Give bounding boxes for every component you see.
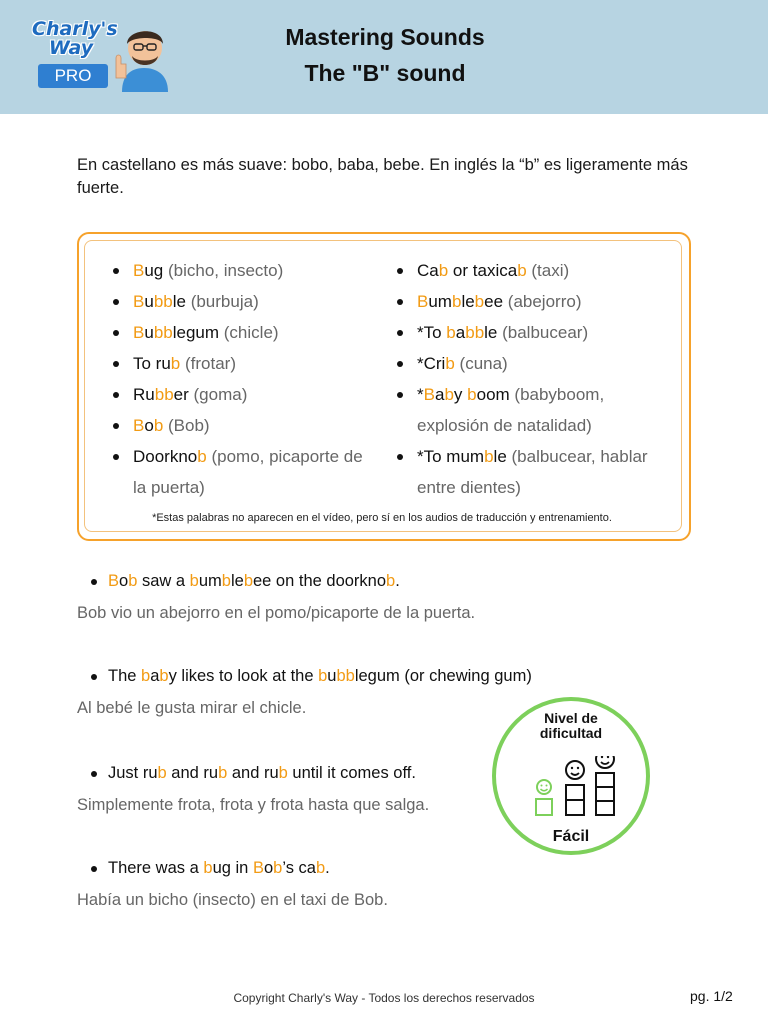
highlighted-letter: b [484, 447, 494, 466]
highlighted-letter: bb [465, 323, 485, 342]
vocabulary-list-left [110, 255, 380, 503]
word-text: um [198, 572, 222, 590]
difficulty-badge [492, 697, 650, 855]
vocabulary-item [394, 379, 654, 441]
highlighted-letter: B [423, 385, 435, 404]
highlighted-letter: b [218, 764, 228, 782]
word-text: ee on the doorkno [253, 572, 387, 590]
highlighted-letter: b [141, 667, 151, 685]
highlighted-letter: b [318, 667, 328, 685]
highlighted-letter: b [445, 354, 455, 373]
example-spanish-translation: Al bebé le gusta mirar el chicle. [77, 699, 307, 717]
vocabulary-translation: (babyboom, explosión de natalidad) [417, 385, 605, 435]
vocabulary-translation: (goma) [188, 385, 248, 404]
highlighted-letter: b [189, 572, 199, 590]
vocabulary-item [110, 410, 380, 441]
vocabulary-list-right [394, 255, 654, 503]
highlighted-letter: b [474, 292, 485, 311]
highlighted-letter: b [438, 261, 449, 280]
page-title-line2: The "B" sound [304, 60, 466, 86]
word-text: a [150, 667, 160, 685]
difficulty-level-3-icon [596, 756, 614, 815]
word-text: o [119, 572, 129, 590]
highlighted-letter: b [159, 667, 169, 685]
word-text: le [484, 323, 498, 342]
word-text: le [493, 447, 507, 466]
word-text: *To mum [417, 447, 485, 466]
difficulty-level-label: Fácil [552, 828, 590, 845]
vocabulary-translation: (balbucear) [497, 323, 589, 342]
example-sentence [77, 857, 717, 911]
word-text: o [144, 416, 154, 435]
example-sentence [77, 570, 717, 624]
vocabulary-translation: (abejorro) [503, 292, 582, 311]
word-text: or taxica [448, 261, 518, 280]
highlighted-letter: b [446, 323, 456, 342]
vocabulary-item [394, 441, 654, 503]
header-banner [0, 0, 768, 114]
vocabulary-translation: (chicle) [219, 323, 279, 342]
vocabulary-footnote: *Estas palabras no aparecen en el vídeo, pero sí en los audios de traducción y entrenamiento. [152, 512, 612, 524]
example-english [77, 665, 717, 687]
word-text: le [172, 292, 186, 311]
highlighted-letter: b [221, 572, 231, 590]
highlighted-letter: b [203, 859, 213, 877]
word-text: *To [417, 323, 447, 342]
word-text: a [434, 385, 445, 404]
word-text: There was a [108, 859, 204, 877]
word-text: . [395, 572, 400, 590]
difficulty-level-1-icon [536, 780, 552, 815]
word-text: *Cri [417, 354, 446, 373]
highlighted-letter: b [243, 572, 253, 590]
highlighted-letter: b [128, 572, 138, 590]
word-text: Just ru [108, 764, 158, 782]
page-title-line1: Mastering Sounds [285, 24, 485, 50]
vocabulary-translation: (frotar) [180, 354, 236, 373]
word-text: To ru [133, 354, 171, 373]
highlighted-letter: b [315, 859, 326, 877]
highlighted-letter: b [278, 764, 288, 782]
highlighted-letter: b [273, 859, 283, 877]
vocabulary-translation: (pomo, picaporte de la puerta) [133, 447, 363, 497]
highlighted-letter: b [451, 292, 462, 311]
vocabulary-item [110, 348, 380, 379]
vocabulary-item [394, 317, 654, 348]
charlys-way-pro-logo[interactable] [26, 16, 176, 96]
word-text: * [417, 385, 424, 404]
word-text: Doorkno [133, 447, 198, 466]
word-text: ’s ca [282, 859, 316, 877]
highlighted-letter: b [153, 416, 164, 435]
highlighted-letter: b [197, 447, 207, 466]
word-text: y likes to look at the [168, 667, 319, 685]
example-spanish-translation: Había un bicho (insecto) en el taxi de Bob. [77, 891, 388, 909]
highlighted-letter: bb [336, 667, 355, 685]
vocabulary-item [110, 441, 380, 503]
vocabulary-translation: (burbuja) [185, 292, 259, 311]
highlighted-letter: bb [154, 385, 174, 404]
intro-paragraph: En castellano es más suave: bobo, baba, bebe. En inglés la “b” es ligeramente más fuerte. [77, 156, 688, 197]
vocabulary-item [110, 255, 380, 286]
vocabulary-item [394, 286, 654, 317]
word-text: um [428, 292, 452, 311]
vocabulary-translation: (taxi) [526, 261, 570, 280]
word-text: The [108, 667, 142, 685]
word-text: Ca [417, 261, 439, 280]
word-text: Ru [133, 385, 155, 404]
word-text: le [461, 292, 475, 311]
vocabulary-item [394, 255, 654, 286]
word-text: ug in [212, 859, 253, 877]
word-text: legum [172, 323, 220, 342]
word-text: u [144, 323, 154, 342]
word-text: legum (or chewing gum) [354, 667, 532, 685]
word-text: er [173, 385, 189, 404]
highlighted-letter: b [467, 385, 477, 404]
vocabulary-item [110, 286, 380, 317]
highlighted-letter: b [444, 385, 454, 404]
highlighted-letter: B [417, 292, 429, 311]
example-english [77, 570, 717, 592]
difficulty-level-icon [526, 756, 618, 822]
vocabulary-item [110, 379, 380, 410]
word-text: until it comes off. [287, 764, 416, 782]
highlighted-letter: b [517, 261, 527, 280]
vocabulary-item [110, 317, 380, 348]
vocabulary-item [394, 348, 654, 379]
highlighted-letter: B [252, 859, 264, 877]
word-text: a [455, 323, 466, 342]
difficulty-title: Nivel de dificultad [539, 710, 603, 741]
example-spanish-translation: Bob vio un abejorro en el pomo/picaporte de la puerta. [77, 604, 476, 622]
highlighted-letter: B [108, 572, 120, 590]
highlighted-letter: bb [153, 292, 173, 311]
vocabulary-translation: (cuna) [454, 354, 508, 373]
word-text: and ru [227, 764, 279, 782]
word-text: oom [476, 385, 510, 404]
word-text: le [230, 572, 244, 590]
difficulty-level-2-icon [566, 761, 584, 815]
highlighted-letter: B [133, 323, 145, 342]
word-text: and ru [166, 764, 219, 782]
page-number: pg. 1/2 [690, 988, 733, 1004]
vocabulary-translation: (balbucear, hablar entre dientes) [417, 447, 648, 497]
example-english [77, 857, 717, 879]
vocabulary-translation: (bicho, insecto) [163, 261, 284, 280]
highlighted-letter: B [133, 261, 145, 280]
word-text: u [327, 667, 337, 685]
highlighted-letter: b [170, 354, 181, 373]
word-text: saw a [137, 572, 190, 590]
word-text: ee [484, 292, 504, 311]
avatar-thumbs-up-icon [112, 18, 176, 92]
word-text: u [144, 292, 154, 311]
highlighted-letter: b [157, 764, 167, 782]
word-text: ug [144, 261, 164, 280]
logo-wordmark: Charly's Way [32, 18, 118, 59]
highlighted-letter: B [133, 292, 145, 311]
word-text: o [263, 859, 274, 877]
copyright-footer: Copyright Charly's Way - Todos los derechos reservados [233, 991, 535, 1005]
highlighted-letter: bb [153, 323, 173, 342]
example-spanish-translation: Simplemente frota, frota y frota hasta que salga. [77, 796, 430, 814]
highlighted-letter: B [133, 416, 145, 435]
highlighted-letter: b [386, 572, 396, 590]
vocabulary-translation: (Bob) [163, 416, 210, 435]
word-text: . [325, 859, 330, 877]
word-text: y [453, 385, 468, 404]
logo-pro-badge: PRO [38, 64, 108, 88]
